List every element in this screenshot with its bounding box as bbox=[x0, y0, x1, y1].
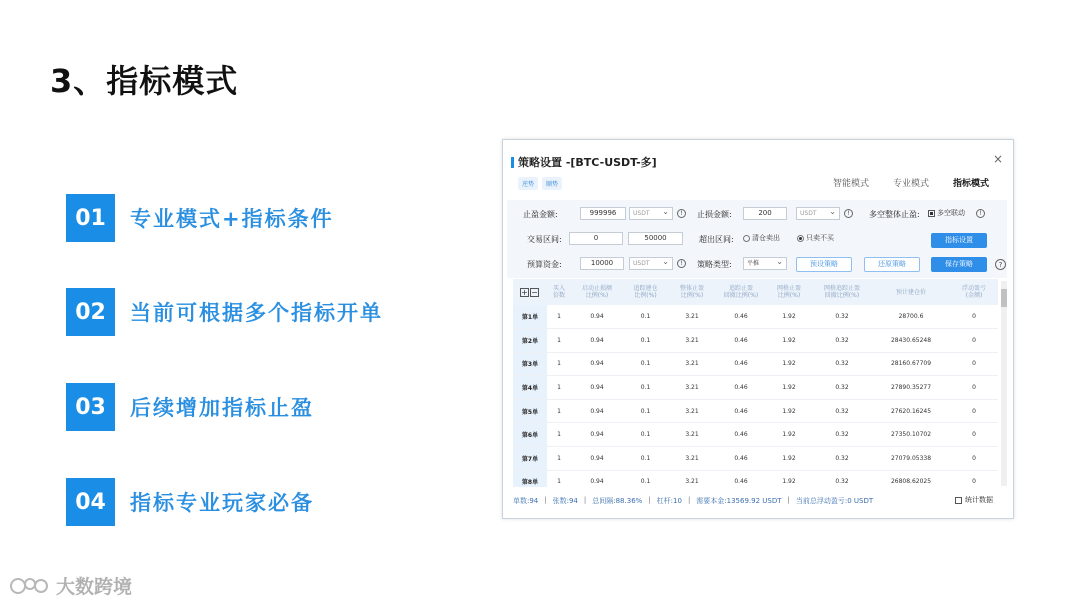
radio-label: 只卖不买 bbox=[806, 234, 834, 242]
table-cell: 3.21 bbox=[668, 470, 716, 487]
table-cell: 0.1 bbox=[623, 447, 668, 471]
table-cell: 3.21 bbox=[668, 423, 716, 447]
table-cell: 0.1 bbox=[623, 305, 668, 329]
direction-tabs bbox=[518, 177, 562, 190]
summary-footer: 单数:94 | 张数:94 | 总间隔:88.36% | 杠杆:10 | 需要本金:13569.92 USDT | 当前总浮动盈亏:0 USDT bbox=[513, 496, 874, 505]
table-cell: 1.92 bbox=[766, 423, 812, 447]
table-cell: 0.46 bbox=[716, 423, 766, 447]
collapse-minus-icon[interactable]: − bbox=[531, 287, 538, 297]
table-cell: 0 bbox=[950, 305, 998, 329]
take-profit-input[interactable]: 999996 bbox=[580, 207, 626, 220]
table-cell: 1 bbox=[547, 447, 571, 471]
feature-text: 后续增加指标止盈 bbox=[130, 396, 314, 420]
table-cell: 3.21 bbox=[668, 447, 716, 471]
exceed-range-label: 超出区间: bbox=[699, 235, 734, 244]
table-cell: 0.32 bbox=[812, 447, 872, 471]
table-row[interactable] bbox=[513, 447, 998, 471]
feature-number: 03 bbox=[66, 383, 115, 431]
table-cell: 3.21 bbox=[668, 352, 716, 376]
budget-input[interactable]: 10000 bbox=[580, 257, 624, 270]
table-row[interactable] bbox=[513, 376, 998, 400]
table-cell: 0.32 bbox=[812, 399, 872, 423]
take-profit-unit-select[interactable]: USDT ⌄ bbox=[629, 207, 673, 220]
table-cell: 1.92 bbox=[766, 352, 812, 376]
watermark bbox=[8, 572, 132, 599]
table-cell: 1.92 bbox=[766, 447, 812, 471]
feature-text: 当前可根据多个指标开单 bbox=[130, 301, 383, 325]
summary-required-capital: 需要本金:13569.92 USDT bbox=[696, 497, 782, 505]
table-cell: 3.21 bbox=[668, 399, 716, 423]
row-label: 第5单 bbox=[513, 399, 547, 423]
info-icon[interactable]: ! bbox=[677, 259, 686, 268]
strategy-settings-dialog bbox=[502, 139, 1014, 519]
table-cell: 27350.10702 bbox=[872, 423, 950, 447]
table-cell: 0.94 bbox=[571, 470, 623, 487]
table-cell: 1.92 bbox=[766, 376, 812, 400]
orders-table-wrap bbox=[513, 279, 1008, 487]
table-cell: 1.92 bbox=[766, 305, 812, 329]
table-cell: 0.94 bbox=[571, 329, 623, 353]
table-cell: 0.32 bbox=[812, 352, 872, 376]
range-min-input[interactable]: 0 bbox=[569, 232, 623, 245]
column-header: 网格止盈 比例(%) bbox=[766, 279, 812, 305]
table-cell: 0.46 bbox=[716, 447, 766, 471]
feature-item bbox=[66, 288, 446, 336]
table-cell: 0.46 bbox=[716, 399, 766, 423]
table-cell: 26808.62025 bbox=[872, 470, 950, 487]
table-cell: 0 bbox=[950, 329, 998, 353]
budget-label: 预算资金: bbox=[527, 260, 562, 269]
table-cell: 1.92 bbox=[766, 470, 812, 487]
stop-loss-unit-select[interactable]: USDT ⌄ bbox=[796, 207, 840, 220]
table-header-row bbox=[513, 279, 998, 305]
table-cell: 28160.67709 bbox=[872, 352, 950, 376]
watermark-text: 大数跨境 bbox=[56, 576, 133, 598]
table-cell: 0.1 bbox=[623, 399, 668, 423]
linkage-checkbox[interactable] bbox=[928, 208, 965, 218]
info-icon[interactable]: ! bbox=[677, 209, 686, 218]
row-label: 第1单 bbox=[513, 305, 547, 329]
title-accent-bar bbox=[511, 157, 514, 168]
summary-contracts: 张数:94 bbox=[552, 497, 578, 505]
take-profit-label: 止盈金额: bbox=[523, 210, 558, 219]
exceed-option-sell-only[interactable] bbox=[797, 233, 834, 243]
feature-text: 指标专业玩家必备 bbox=[130, 491, 314, 515]
stop-loss-label: 止损金额: bbox=[697, 210, 732, 219]
feature-number: 04 bbox=[66, 478, 115, 526]
table-cell: 3.21 bbox=[668, 329, 716, 353]
preset-strategy-button[interactable]: 预设策略 bbox=[796, 257, 852, 272]
table-cell: 0.46 bbox=[716, 352, 766, 376]
table-row[interactable] bbox=[513, 352, 998, 376]
restore-strategy-button[interactable]: 还原策略 bbox=[864, 257, 920, 272]
mode-tabs bbox=[833, 176, 989, 189]
column-header: 网格追踪止盈 回撤比例(%) bbox=[812, 279, 872, 305]
table-cell: 0.94 bbox=[571, 376, 623, 400]
summary-order-count: 单数:94 bbox=[513, 497, 539, 505]
table-row[interactable] bbox=[513, 399, 998, 423]
row-label: 第3单 bbox=[513, 352, 547, 376]
expand-plus-icon[interactable]: + bbox=[521, 287, 528, 297]
table-cell: 0.94 bbox=[571, 399, 623, 423]
table-cell: 0 bbox=[950, 470, 998, 487]
summary-leverage: 杠杆:10 bbox=[656, 497, 682, 505]
table-cell: 0 bbox=[950, 447, 998, 471]
table-cell: 0 bbox=[950, 423, 998, 447]
table-cell: 0.32 bbox=[812, 329, 872, 353]
strategy-type-select[interactable]: 平推 ⌄ bbox=[743, 257, 787, 270]
table-cell: 0.46 bbox=[716, 376, 766, 400]
table-cell: 0.1 bbox=[623, 470, 668, 487]
tab-trend[interactable]: 顺势 bbox=[542, 177, 562, 190]
overall-profit-label: 多空整体止盈: bbox=[869, 210, 920, 219]
info-icon[interactable]: ! bbox=[844, 209, 853, 218]
table-cell: 3.21 bbox=[668, 305, 716, 329]
stats-checkbox-label: 统计数据 bbox=[965, 496, 993, 504]
table-cell: 0 bbox=[950, 352, 998, 376]
table-cell: 28700.6 bbox=[872, 305, 950, 329]
row-label: 第6单 bbox=[513, 423, 547, 447]
table-cell: 27079.05338 bbox=[872, 447, 950, 471]
table-cell: 3.21 bbox=[668, 376, 716, 400]
checkbox-icon bbox=[955, 497, 962, 504]
tab-indicator-mode[interactable]: 指标模式 bbox=[952, 179, 989, 189]
table-cell: 0.94 bbox=[571, 423, 623, 447]
table-cell: 27620.16245 bbox=[872, 399, 950, 423]
stop-loss-input[interactable]: 200 bbox=[743, 207, 787, 220]
budget-unit-select[interactable]: USDT ⌄ bbox=[629, 257, 673, 270]
table-cell: 1.92 bbox=[766, 399, 812, 423]
slide-title: 3、指标模式 bbox=[50, 62, 239, 100]
settings-form bbox=[507, 200, 1007, 278]
table-cell: 0.46 bbox=[716, 329, 766, 353]
table-cell: 0 bbox=[950, 399, 998, 423]
table-cell: 27890.35277 bbox=[872, 376, 950, 400]
table-scrollbar[interactable] bbox=[1001, 281, 1007, 486]
table-cell: 1 bbox=[547, 399, 571, 423]
column-header: 启动止损额 比例(%) bbox=[571, 279, 623, 305]
row-label: 第4单 bbox=[513, 376, 547, 400]
info-icon[interactable]: ! bbox=[976, 209, 985, 218]
range-max-input[interactable]: 50000 bbox=[628, 232, 683, 245]
linkage-label: 多空联动 bbox=[937, 209, 965, 217]
table-cell: 0 bbox=[950, 376, 998, 400]
table-cell: 1 bbox=[547, 423, 571, 447]
help-icon[interactable]: ? bbox=[995, 259, 1006, 270]
table-body bbox=[513, 305, 998, 487]
table-cell: 0.46 bbox=[716, 470, 766, 487]
table-row[interactable] bbox=[513, 329, 998, 353]
table-row[interactable] bbox=[513, 305, 998, 329]
summary-total-interval: 总间隔:88.36% bbox=[592, 497, 643, 505]
table-cell: 0.94 bbox=[571, 352, 623, 376]
table-cell: 0.1 bbox=[623, 376, 668, 400]
column-header: 买入 倍数 bbox=[547, 279, 571, 305]
table-cell: 0.1 bbox=[623, 329, 668, 353]
dialog-title-text: 策略设置 -[BTC-USDT-多] bbox=[518, 156, 657, 169]
table-cell: 1 bbox=[547, 305, 571, 329]
summary-floating-pnl: 当前总浮动盈亏:0 USDT bbox=[795, 497, 874, 505]
table-row[interactable] bbox=[513, 423, 998, 447]
range-label: 交易区间: bbox=[527, 235, 562, 244]
feature-number: 02 bbox=[66, 288, 115, 336]
feature-text: 专业模式+指标条件 bbox=[130, 207, 334, 231]
dialog-title bbox=[511, 154, 657, 170]
table-cell: 0.32 bbox=[812, 305, 872, 329]
column-header: 整体止盈 比例(%) bbox=[668, 279, 716, 305]
tab-smart-mode[interactable]: 智能模式 bbox=[832, 179, 869, 189]
tab-contrarian[interactable]: 逆势 bbox=[518, 177, 538, 190]
stats-checkbox[interactable] bbox=[955, 495, 993, 505]
indicator-settings-button[interactable]: 指标设置 bbox=[931, 233, 987, 248]
scrollbar-thumb[interactable] bbox=[1001, 289, 1007, 307]
table-cell: 1 bbox=[547, 470, 571, 487]
strategy-type-label: 策略类型: bbox=[697, 260, 732, 269]
table-cell: 0.32 bbox=[812, 376, 872, 400]
row-label: 第8单 bbox=[513, 470, 547, 487]
table-cell: 1 bbox=[547, 376, 571, 400]
orders-table bbox=[513, 279, 998, 487]
expand-collapse-controls bbox=[513, 279, 547, 305]
save-strategy-button[interactable]: 保存策略 bbox=[931, 257, 987, 272]
table-cell: 0.32 bbox=[812, 470, 872, 487]
table-cell: 28430.65248 bbox=[872, 329, 950, 353]
close-icon[interactable]: × bbox=[992, 152, 1003, 166]
table-cell: 0.94 bbox=[571, 305, 623, 329]
feature-item bbox=[66, 383, 446, 431]
brand-logo-icon bbox=[8, 574, 50, 598]
table-cell: 1 bbox=[547, 352, 571, 376]
table-cell: 0.1 bbox=[623, 423, 668, 447]
column-header: 浮动盈亏 (金额) bbox=[950, 279, 998, 305]
table-cell: 1.92 bbox=[766, 329, 812, 353]
feature-item bbox=[66, 194, 446, 242]
exceed-option-sell-all[interactable] bbox=[743, 233, 780, 243]
radio-icon bbox=[743, 235, 750, 242]
table-cell: 0.32 bbox=[812, 423, 872, 447]
table-row[interactable] bbox=[513, 470, 998, 487]
radio-icon bbox=[797, 235, 804, 242]
column-header: 追踪止盈 回撤比例(%) bbox=[716, 279, 766, 305]
column-header: 预计建仓价 bbox=[872, 279, 950, 305]
column-header: 追踪建仓 比例(%) bbox=[623, 279, 668, 305]
feature-item bbox=[66, 478, 446, 526]
table-cell: 0.46 bbox=[716, 305, 766, 329]
table-cell: 0.94 bbox=[571, 447, 623, 471]
row-label: 第2单 bbox=[513, 329, 547, 353]
radio-label: 清仓卖出 bbox=[752, 234, 780, 242]
feature-number: 01 bbox=[66, 194, 115, 242]
checkbox-icon bbox=[928, 210, 935, 217]
table-cell: 0.1 bbox=[623, 352, 668, 376]
table-cell: 1 bbox=[547, 329, 571, 353]
row-label: 第7单 bbox=[513, 447, 547, 471]
tab-pro-mode[interactable]: 专业模式 bbox=[892, 179, 929, 189]
